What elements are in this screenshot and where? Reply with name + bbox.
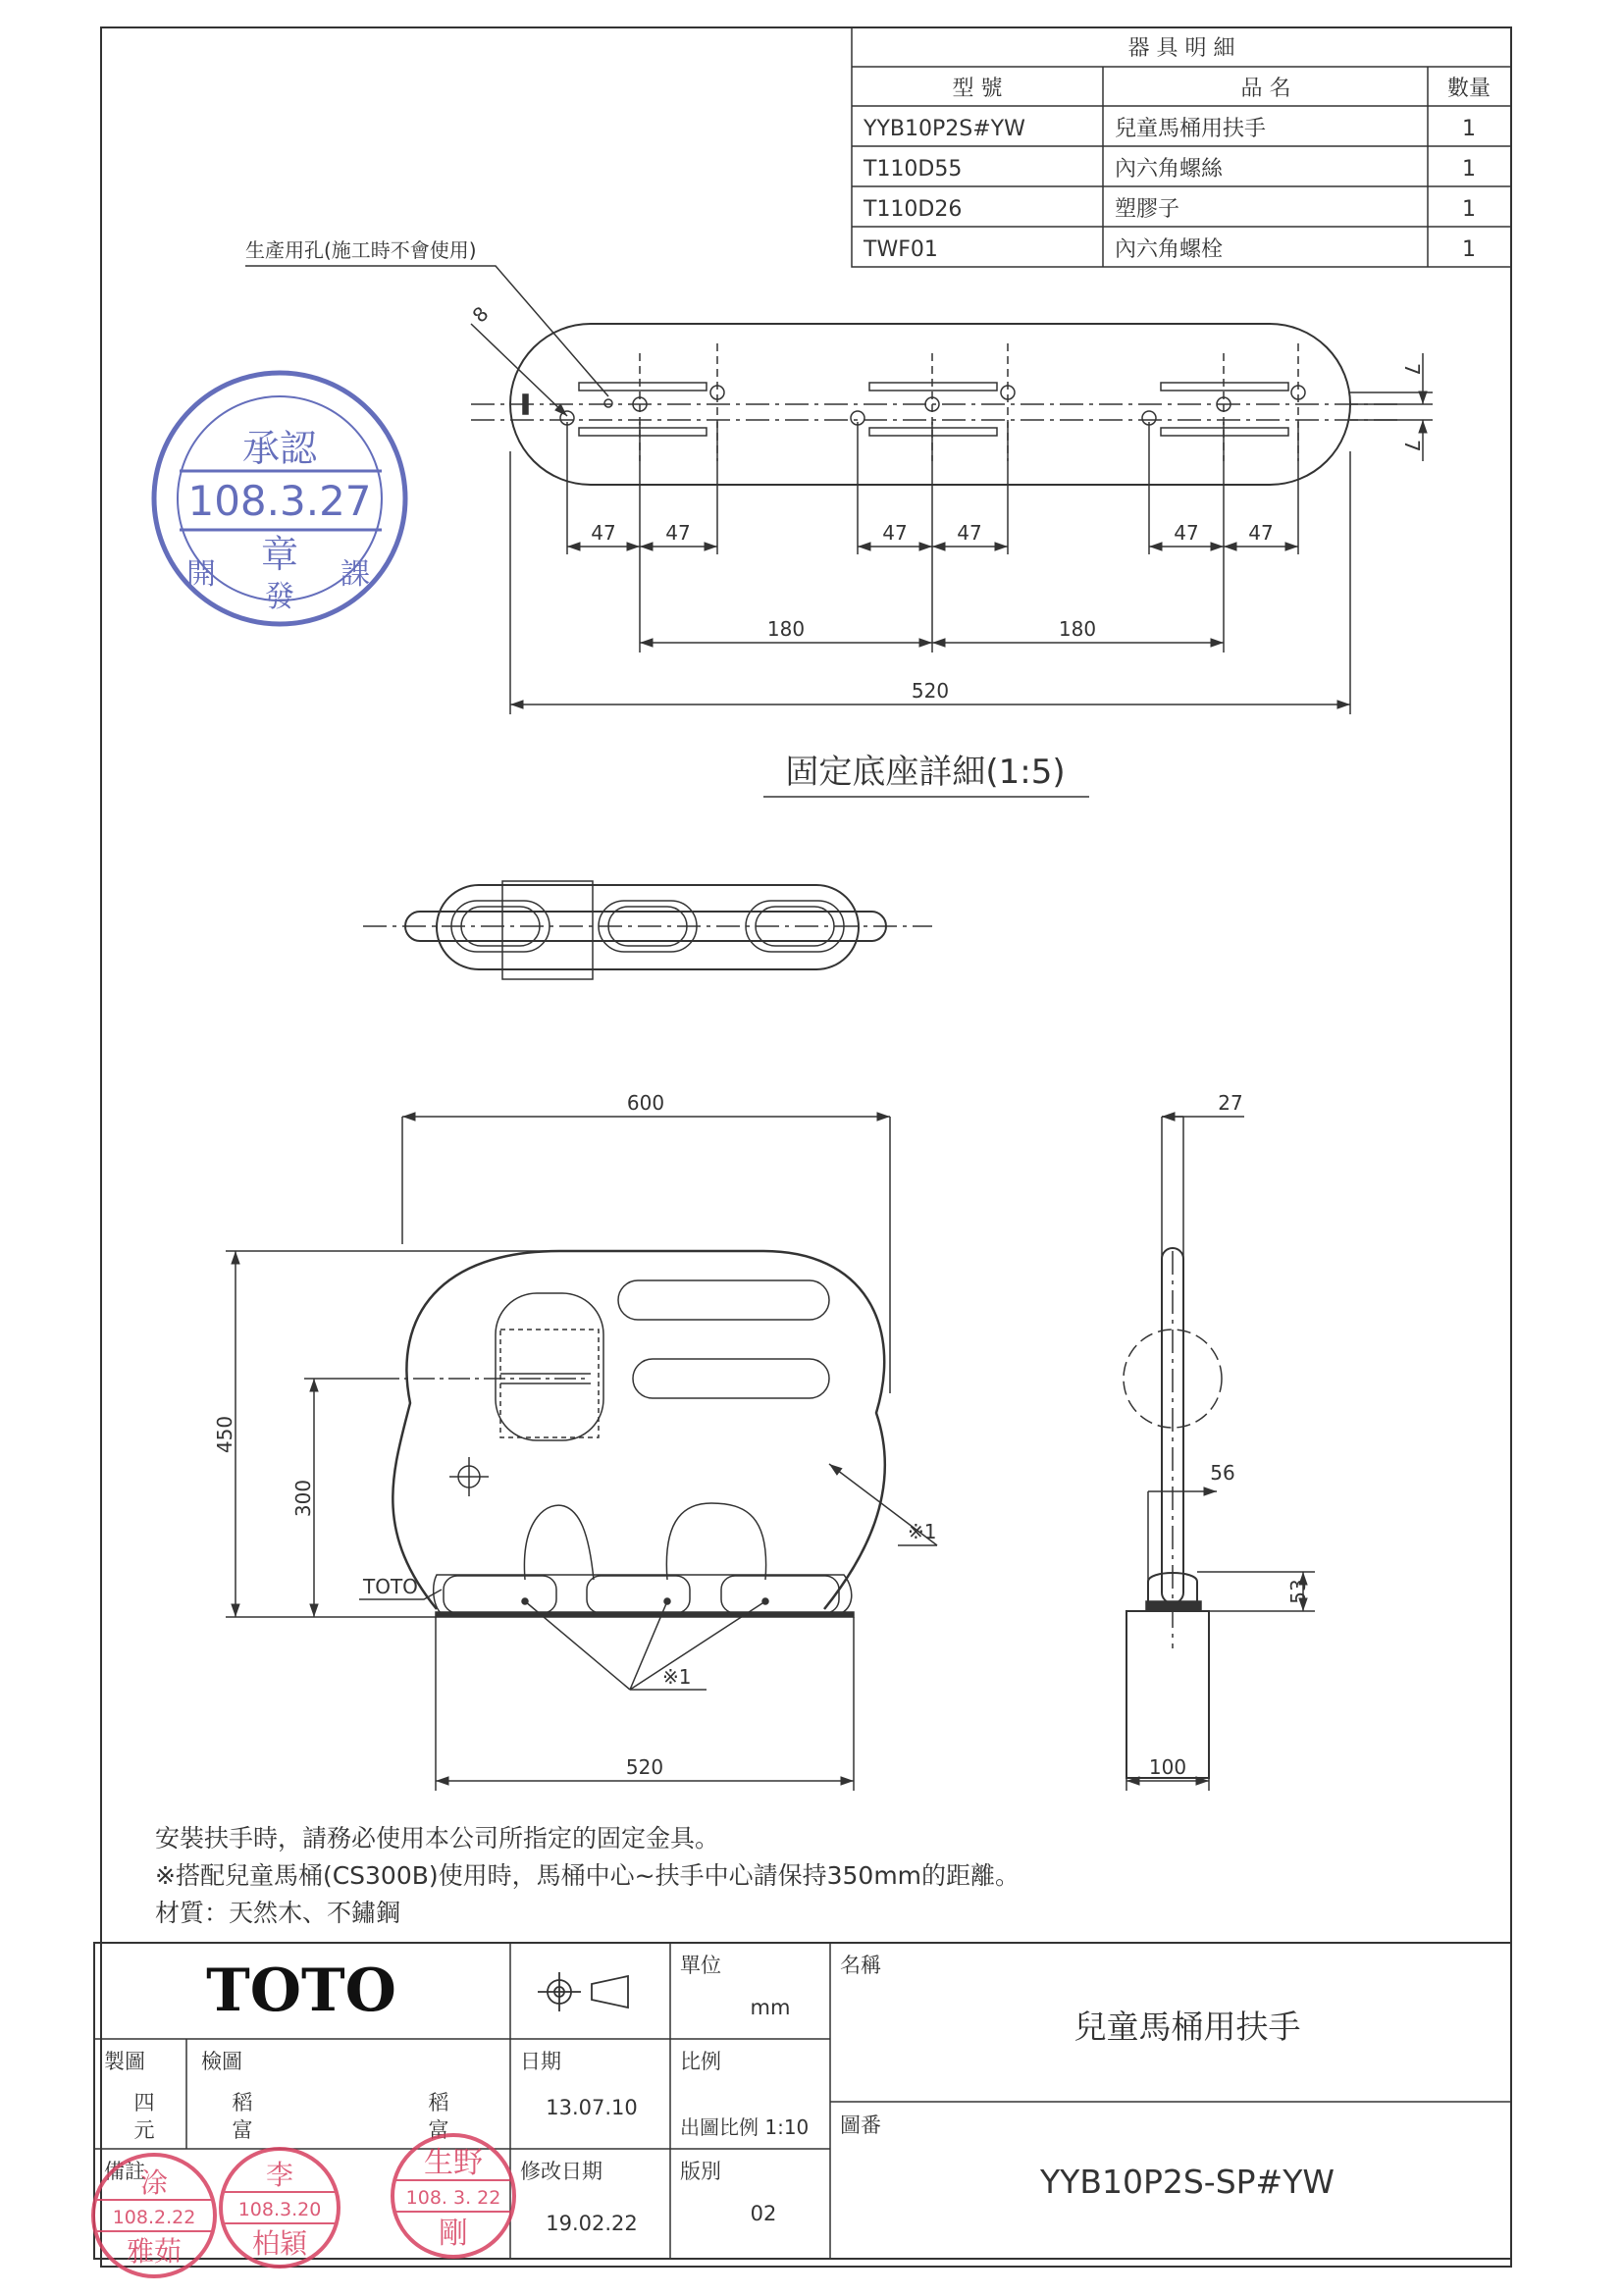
unit-label: 單位 xyxy=(680,1954,721,1977)
signature-stamp-name: 李 xyxy=(265,2159,294,2191)
handrail-top-view xyxy=(363,881,932,979)
dim-450: 450 xyxy=(213,1415,236,1454)
dim-7-upper: 7 xyxy=(1400,363,1424,376)
remarks-label: 備註 xyxy=(104,2160,145,2183)
signature-stamp xyxy=(393,2135,514,2257)
version-value: 02 xyxy=(750,2202,777,2225)
parts-header-model: 型 號 xyxy=(952,77,1003,101)
note-line: 安裝扶手時，請務必使用本公司所指定的固定金具。 xyxy=(155,1824,720,1852)
parts-row-name: 內六角螺絲 xyxy=(1115,157,1224,182)
note-marker-1: ※1 xyxy=(662,1665,692,1689)
note-line: ※搭配兒童馬桶(CS300B)使用時，馬桶中心~扶手中心請保持350mm的距離。 xyxy=(155,1861,1021,1890)
parts-row-model: T110D26 xyxy=(864,197,963,222)
drawing-frame xyxy=(101,27,1511,2267)
dim-47: 47 xyxy=(1248,521,1274,545)
revised-date-value: 19.02.22 xyxy=(546,2212,638,2235)
signature-stamp-name: 剛 xyxy=(439,2217,468,2251)
version-label: 版別 xyxy=(680,2160,721,2183)
approval-stamp-text: 開 xyxy=(186,557,216,592)
handrail-side-view xyxy=(1124,1117,1315,1791)
parts-row-name: 塑膠子 xyxy=(1115,197,1180,222)
parts-row-model: TWF01 xyxy=(864,237,938,262)
approval-stamp-text: 章 xyxy=(260,533,299,576)
dim-100: 100 xyxy=(1148,1755,1187,1779)
parts-row-qty: 1 xyxy=(1462,117,1476,141)
parts-header-qty: 數量 xyxy=(1446,77,1492,101)
handrail-front-view xyxy=(226,1117,937,1791)
production-hole-callout: 生產用孔(施工時不會使用) xyxy=(245,238,477,262)
checked-by-name: 稻 xyxy=(428,2091,449,2114)
dim-56: 56 xyxy=(1210,1461,1235,1485)
signature-stamp xyxy=(221,2149,339,2267)
checked-by-name: 富 xyxy=(428,2118,449,2142)
date-value: 13.07.10 xyxy=(546,2096,638,2119)
dim-180: 180 xyxy=(766,617,806,641)
approval-stamp-text: 發 xyxy=(265,580,294,614)
signature-stamp xyxy=(93,2155,215,2276)
parts-header-name: 品 名 xyxy=(1240,77,1291,101)
parts-table xyxy=(852,27,1511,267)
toto-label-callout: TOTO xyxy=(363,1575,418,1598)
scale-label: 比例 xyxy=(680,2050,721,2073)
note-line: 材質：天然木、不鏽鋼 xyxy=(155,1899,401,1927)
parts-row-name: 內六角螺栓 xyxy=(1115,237,1224,262)
parts-row-name: 兒童馬桶用扶手 xyxy=(1115,117,1267,141)
approval-stamp-text: 承認 xyxy=(241,427,318,470)
checked-by-name: 稻 xyxy=(232,2091,253,2114)
parts-row-model: YYB10P2S#YW xyxy=(864,117,1025,141)
name-label: 名稱 xyxy=(840,1954,881,1977)
scale-value: 出圖比例 1:10 xyxy=(680,2115,810,2139)
parts-row-qty: 1 xyxy=(1462,157,1476,182)
third-angle-projection-icon xyxy=(538,1972,628,2011)
dim-27: 27 xyxy=(1218,1091,1243,1115)
approval-stamp xyxy=(154,373,405,624)
signature-stamp-date: 108.3.20 xyxy=(237,2199,322,2220)
dim-47: 47 xyxy=(665,521,691,545)
parts-row-model: T110D55 xyxy=(864,157,963,182)
dim-7-lower: 7 xyxy=(1400,440,1424,452)
dim-520-front: 520 xyxy=(625,1755,664,1779)
dim-47: 47 xyxy=(1174,521,1199,545)
parts-table-title: 器 具 明 細 xyxy=(1127,36,1235,61)
revised-date-label: 修改日期 xyxy=(520,2160,602,2183)
drawing-number-label: 圖番 xyxy=(840,2113,881,2137)
parts-row-qty: 1 xyxy=(1462,197,1476,222)
signature-stamp-name: 雅茹 xyxy=(126,2235,183,2268)
dim-520-detail: 520 xyxy=(911,679,950,703)
drawing-number: YYB10P2S-SP#YW xyxy=(1040,2163,1335,2201)
dim-8: 8 xyxy=(467,301,494,328)
product-name: 兒童馬桶用扶手 xyxy=(1073,2008,1301,2046)
drawn-by-name: 元 xyxy=(133,2118,155,2142)
dim-47: 47 xyxy=(957,521,982,545)
detail-view-title: 固定底座詳細(1:5) xyxy=(785,753,1066,792)
date-label: 日期 xyxy=(520,2050,561,2073)
dim-53: 53 xyxy=(1286,1579,1310,1604)
dim-300: 300 xyxy=(291,1479,315,1518)
approval-stamp-text: 課 xyxy=(340,557,370,592)
dim-180: 180 xyxy=(1058,617,1097,641)
signature-stamp-name: 涂 xyxy=(139,2166,169,2199)
dim-47: 47 xyxy=(882,521,908,545)
signature-stamp-date: 108. 3. 22 xyxy=(405,2187,501,2209)
drawn-by-name: 四 xyxy=(133,2091,155,2114)
dim-47: 47 xyxy=(591,521,616,545)
approval-stamp-date: 108.3.27 xyxy=(187,477,372,525)
base-plate-detail-view xyxy=(245,266,1433,714)
dim-600: 600 xyxy=(626,1091,665,1115)
drawn-by-label: 製圖 xyxy=(104,2050,145,2073)
toto-logo: TOTO xyxy=(206,1957,396,2025)
signature-stamp-name: 柏穎 xyxy=(251,2227,308,2260)
unit-value: mm xyxy=(750,1996,791,2019)
signature-stamp-name: 生野 xyxy=(424,2146,483,2180)
note-marker-1: ※1 xyxy=(908,1520,937,1543)
signature-stamp-date: 108.2.22 xyxy=(112,2207,196,2228)
checked-by-label: 檢圖 xyxy=(201,2050,242,2073)
parts-row-qty: 1 xyxy=(1462,237,1476,262)
checked-by-name: 富 xyxy=(232,2118,253,2142)
